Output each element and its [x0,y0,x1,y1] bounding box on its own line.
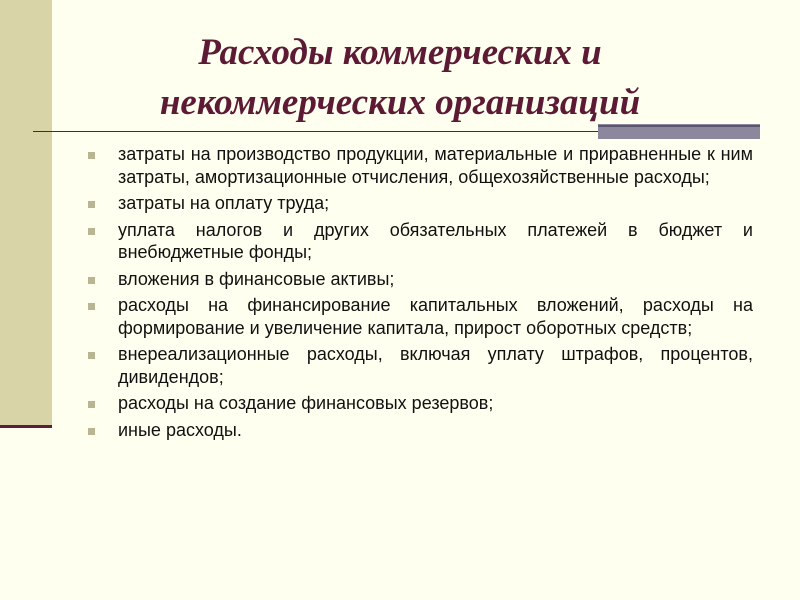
bullet-text: внереализационные расходы, включая уплату штрафов, процентов, дивидендов; [118,344,753,387]
bullet-text: расходы на создание финансовых резервов; [118,393,494,413]
bullet-text: затраты на производство продукции, материальные и приравненные к ним затраты, амортизационные отчисления, общехозяйственные расходы; [118,144,753,187]
square-bullet-icon [88,428,95,435]
square-bullet-icon [88,401,95,408]
list-item [88,219,753,264]
bullet-list [88,143,753,445]
square-bullet-icon [88,152,95,159]
list-item [88,192,753,215]
square-bullet-icon [88,277,95,284]
title-line-1: Расходы коммерческих и [198,32,602,73]
list-item [88,268,753,291]
title-line-2: некоммерческих организаций [159,82,641,123]
list-item [88,143,753,188]
bullet-text: уплата налогов и других обязательных платежей в бюджет и внебюджетные фонды; [118,219,753,262]
slide-title [60,28,740,128]
accent-block-line [598,125,760,127]
square-bullet-icon [88,201,95,208]
list-item [88,419,753,442]
list-item [88,392,753,415]
title-divider [33,131,598,132]
list-item [88,294,753,339]
list-item [88,343,753,388]
bullet-text: затраты на оплату труда; [118,193,330,213]
square-bullet-icon [88,228,95,235]
decorative-sidebar [0,0,52,427]
sidebar-underline [0,425,52,428]
square-bullet-icon [88,303,95,310]
bullet-text: иные расходы. [118,419,242,440]
square-bullet-icon [88,352,95,359]
bullet-text: расходы на финансирование капитальных вложений, расходы на формирование и увеличение капитала, прирост оборотных средств; [118,295,753,338]
bullet-text: вложения в финансовые активы; [118,268,395,289]
